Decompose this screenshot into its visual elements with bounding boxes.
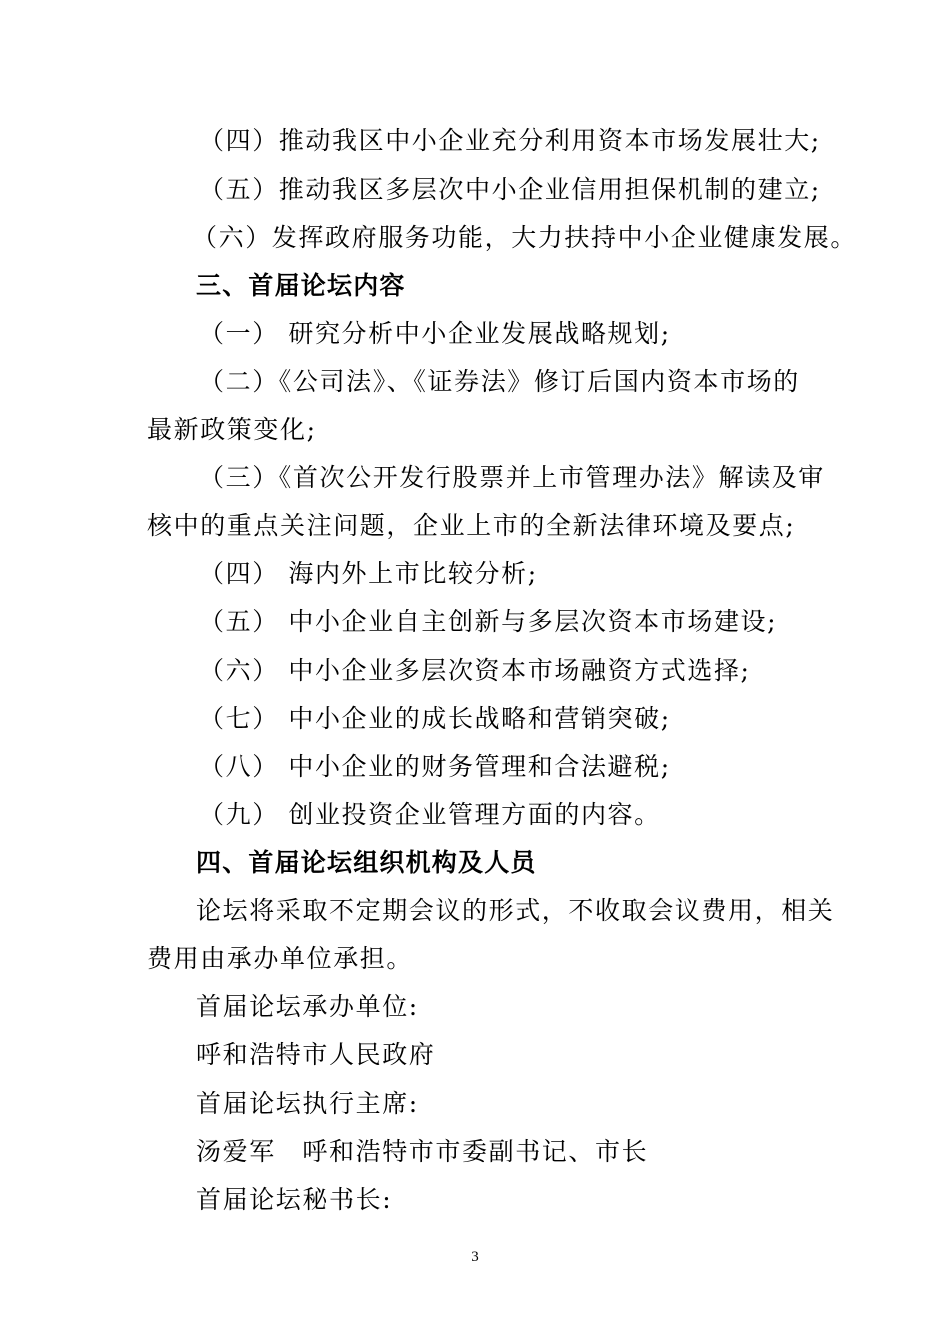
list-item-ipo-measures-continued: 核中的重点关注问题，企业上市的全新法律环境及要点; bbox=[147, 511, 796, 540]
list-item-strategy-planning: （一） 研究分析中小企业发展战略规划; bbox=[199, 319, 671, 348]
label-host-unit: 首届论坛承办单位: bbox=[196, 992, 419, 1021]
page-number: 3 bbox=[471, 1249, 479, 1265]
list-item-ipo-measures: （三）《首次公开发行股票并上市管理办法》解读及审 bbox=[199, 463, 825, 492]
label-executive-chair: 首届论坛执行主席: bbox=[196, 1089, 419, 1118]
value-host-unit: 呼和浩特市人民政府 bbox=[196, 1040, 436, 1069]
list-item-listing-comparison: （四） 海内外上市比较分析; bbox=[199, 559, 538, 588]
list-item-growth-strategy: （七） 中小企业的成长战略和营销突破; bbox=[199, 704, 671, 733]
list-item-innovation: （五） 中小企业自主创新与多层次资本市场建设; bbox=[199, 607, 778, 636]
section-heading-forum-content: 三、首届论坛内容 bbox=[196, 271, 406, 300]
list-item-venture-investment: （九） 创业投资企业管理方面的内容。 bbox=[199, 800, 661, 829]
list-item-credit-guarantee: （五）推动我区多层次中小企业信用担保机制的建立; bbox=[199, 175, 821, 204]
list-item-financing-methods: （六） 中小企业多层次资本市场融资方式选择; bbox=[199, 656, 751, 685]
paragraph-meeting-format-continued: 费用由承办单位承担。 bbox=[147, 944, 414, 973]
list-item-government-services: （六）发挥政府服务功能，大力扶持中小企业健康发展。 bbox=[192, 223, 858, 252]
label-secretary-general: 首届论坛秘书长: bbox=[196, 1185, 393, 1214]
list-item-financial-management: （八） 中小企业的财务管理和合法避税; bbox=[199, 752, 671, 781]
paragraph-meeting-format: 论坛将采取不定期会议的形式，不收取会议费用，相关 bbox=[196, 896, 835, 925]
list-item-promote-capital-market: （四）推动我区中小企业充分利用资本市场发展壮大; bbox=[199, 126, 821, 155]
list-item-law-revision: （二）《公司法》、《证券法》修订后国内资本市场的 bbox=[199, 367, 800, 396]
section-heading-organization: 四、首届论坛组织机构及人员 bbox=[196, 848, 537, 877]
list-item-law-revision-continued: 最新政策变化; bbox=[147, 415, 317, 444]
value-executive-chair: 汤爱军 呼和浩特市市委副书记、市长 bbox=[196, 1137, 649, 1166]
